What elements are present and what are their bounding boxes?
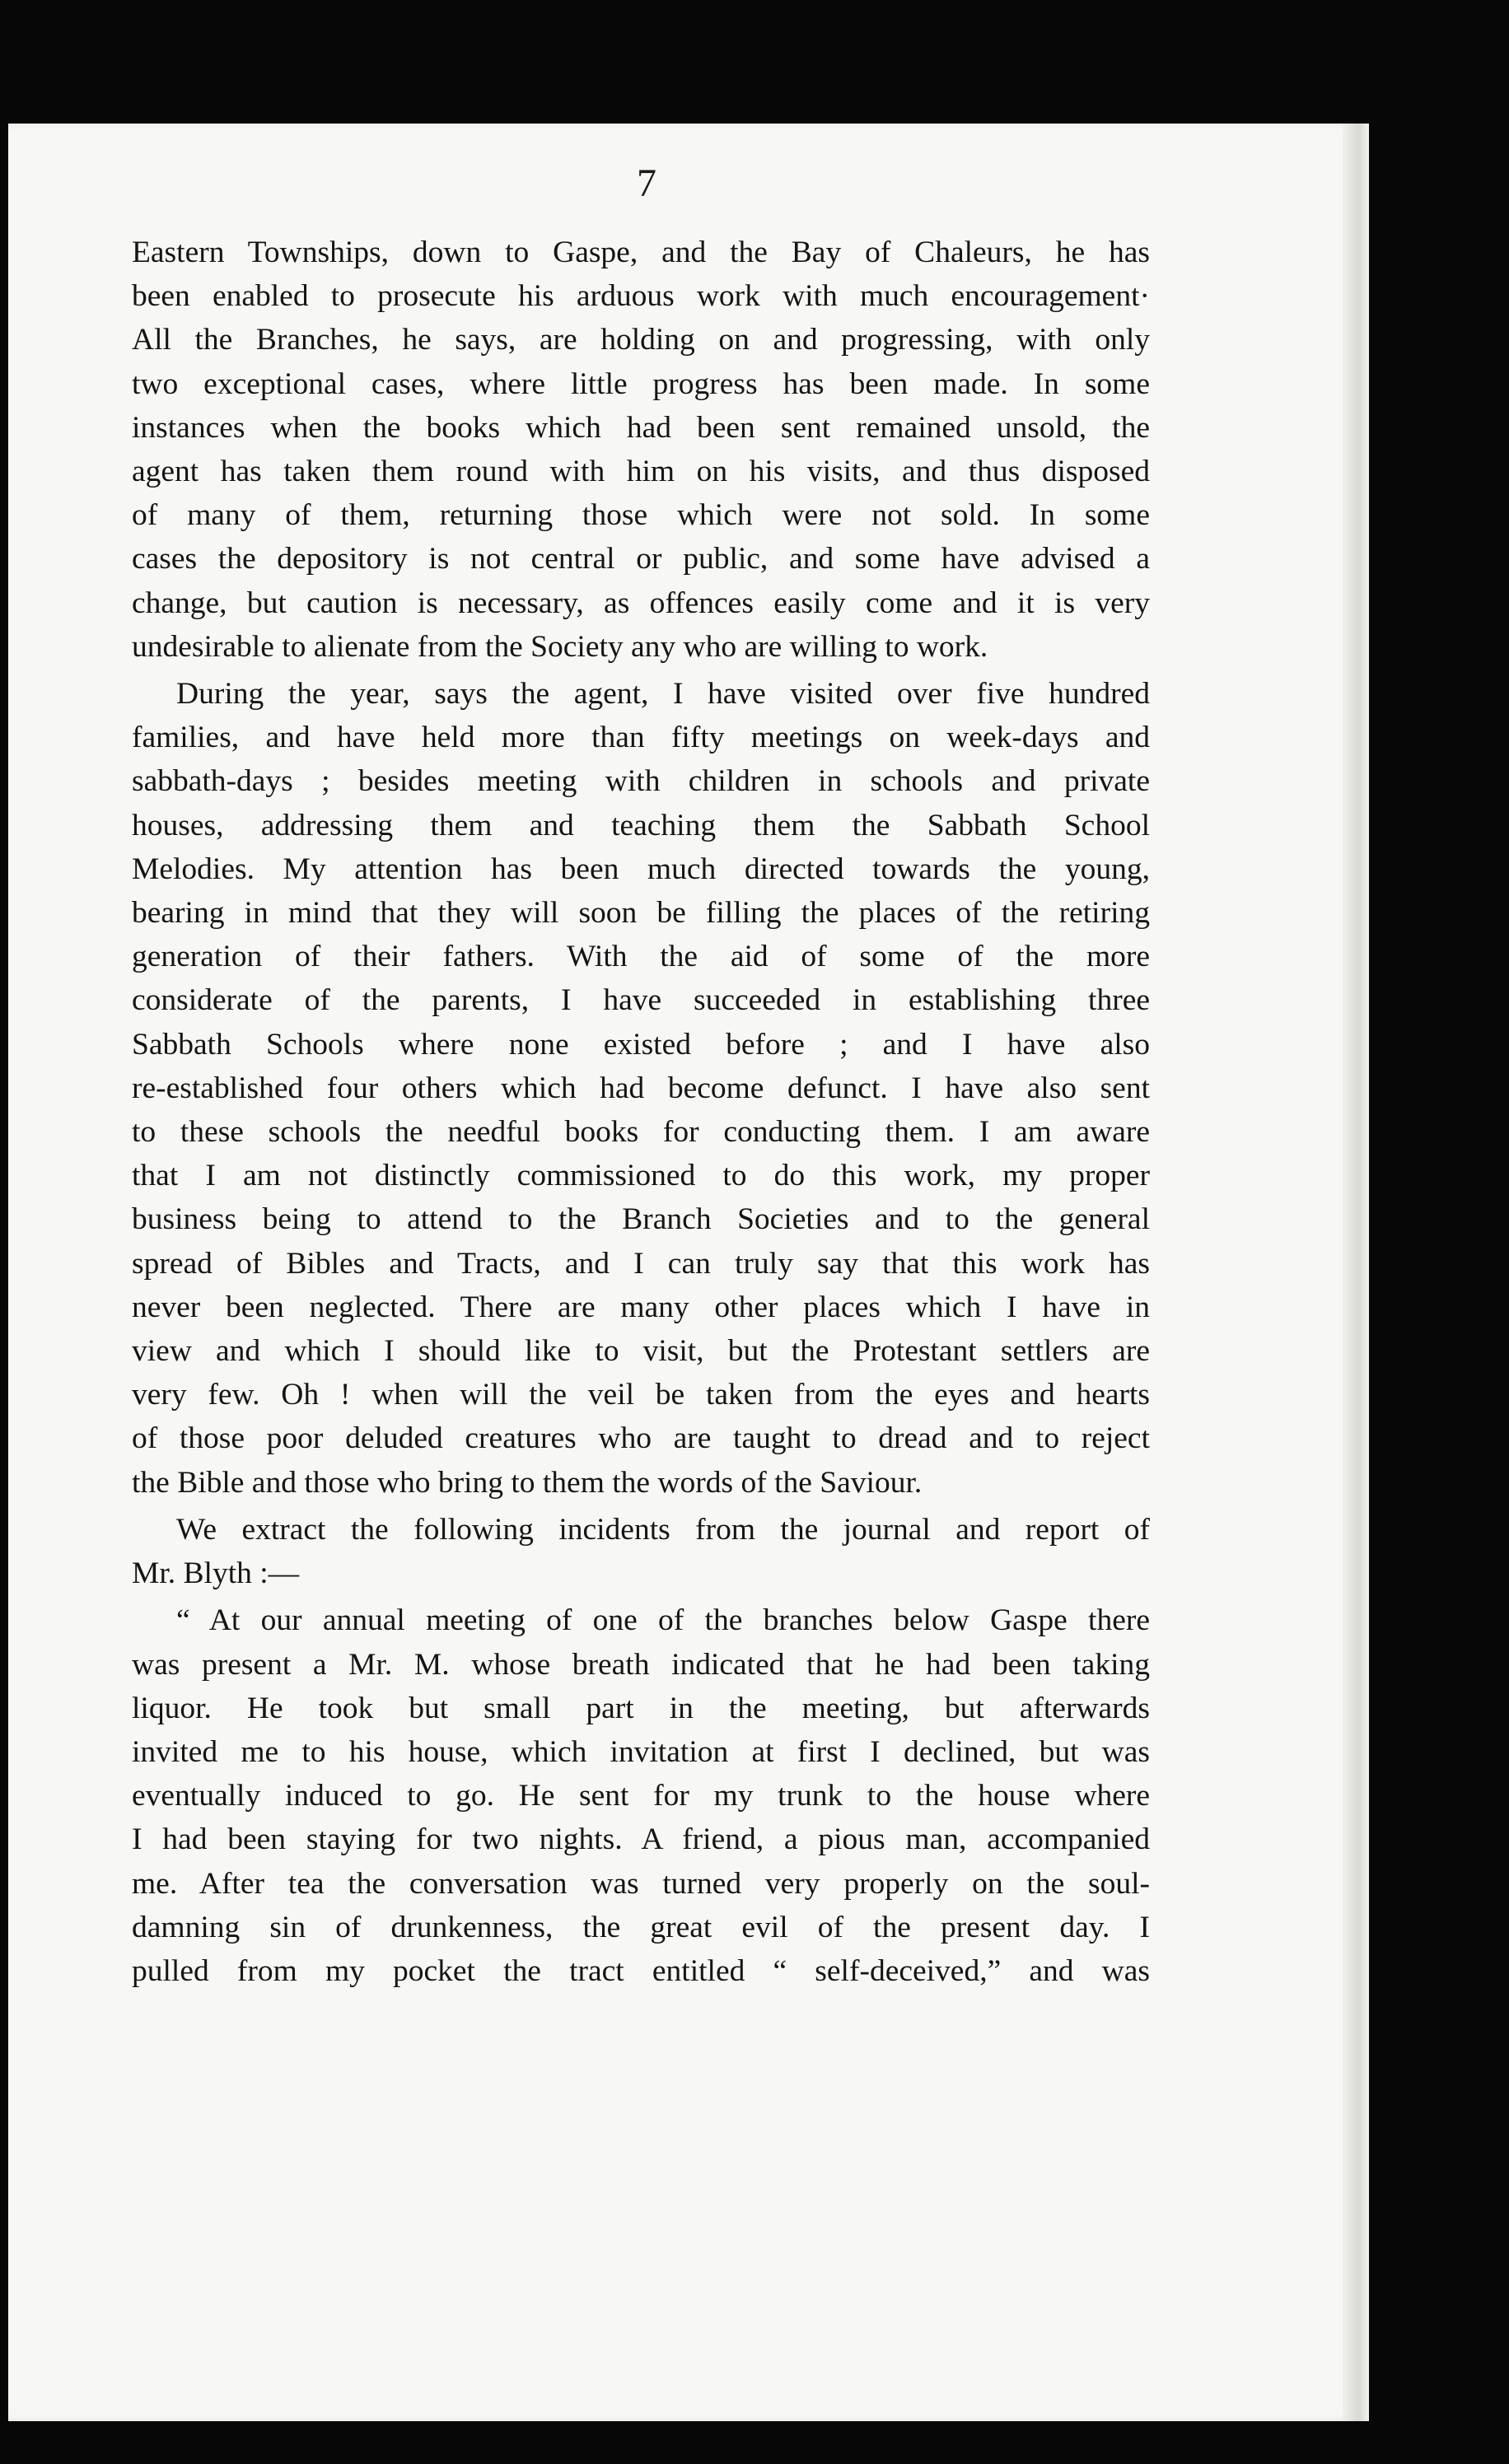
text-line: business being to attend to the Branch Societies and to the general — [132, 1202, 1150, 1237]
text-line: All the Branches, he says, are holding on and progressing, with only — [132, 323, 1150, 357]
text-line: During the year, says the agent, I have visited over five hundred — [176, 677, 1150, 712]
text-line: considerate of the parents, I have succeeded in establishing three — [132, 983, 1150, 1018]
text-line: undesirable to alienate from the Society any who are willing to work. — [132, 629, 988, 664]
paragraph — [132, 672, 1150, 1505]
text-line: that I am not distinctly commissioned to do this work, my proper — [132, 1159, 1150, 1193]
text-line: me. After tea the conversation was turned very properly on the soul- — [132, 1866, 1150, 1901]
paragraph — [132, 1598, 1150, 1993]
text-line: re-established four others which had become defunct. I have also sent — [132, 1071, 1150, 1105]
text-line: was present a Mr. M. whose breath indicated that he had been taking — [132, 1647, 1150, 1682]
page-number: 7 — [637, 161, 656, 205]
text-line: I had been staying for two nights. A friend, a pious man, accompanied — [132, 1822, 1150, 1857]
text-line: Sabbath Schools where none existed before ; and I have also — [132, 1027, 1150, 1062]
text-line: change, but caution is necessary, as offences easily come and it is very — [132, 586, 1150, 620]
text-line: of those poor deluded creatures who are taught to dread and to reject — [132, 1421, 1150, 1456]
text-line: been enabled to prosecute his arduous work with much encouragement· — [132, 279, 1150, 314]
text-line: liquor. He took but small part in the meeting, but afterwards — [132, 1691, 1150, 1725]
text-line: never been neglected. There are many other places which I have in — [132, 1290, 1150, 1324]
text-line: very few. Oh ! when will the veil be taken from the eyes and hearts — [132, 1378, 1150, 1412]
text-line: cases the depository is not central or public, and some have advised a — [132, 542, 1150, 576]
text-line: eventually induced to go. He sent for my trunk to the house where — [132, 1779, 1150, 1813]
page-edge — [1343, 124, 1369, 2421]
text-line: pulled from my pocket the tract entitled “ self-deceived,” and was — [132, 1953, 1150, 1988]
text-line: the Bible and those who bring to them the words of the Saviour. — [132, 1465, 923, 1500]
text-line: generation of their fathers. With the aid of some of the more — [132, 940, 1150, 974]
text-line: of many of them, returning those which were not sold. In some — [132, 498, 1150, 533]
text-line: Melodies. My attention has been much directed towards the young, — [132, 852, 1150, 886]
text-line: bearing in mind that they will soon be filling the places of the retiring — [132, 896, 1150, 931]
text-line: families, and have held more than fifty meetings on week-days and — [132, 721, 1150, 755]
text-line: houses, addressing them and teaching them the Sabbath School — [132, 808, 1150, 842]
text-line: agent has taken them round with him on his visits, and thus disposed — [132, 455, 1150, 489]
text-line: We extract the following incidents from the journal and report of — [176, 1512, 1150, 1547]
text-line: sabbath-days ; besides meeting with children in schools and private — [132, 764, 1150, 799]
text-line: damning sin of drunkenness, the great evil of the present day. I — [132, 1910, 1150, 1944]
text-line: “ At our annual meeting of one of the branches below Gaspe there — [176, 1603, 1150, 1638]
text-line: Mr. Blyth :— — [132, 1556, 300, 1591]
text-line: instances when the books which had been sent remained unsold, the — [132, 410, 1150, 445]
text-line: view and which I should like to visit, but the Protestant settlers are — [132, 1334, 1150, 1369]
text-line: to these schools the needful books for conducting them. I am aware — [132, 1115, 1150, 1150]
paragraph — [132, 1508, 1150, 1595]
text-line: two exceptional cases, where little progress has been made. In some — [132, 366, 1150, 401]
text-line: Eastern Townships, down to Gaspe, and the Bay of Chaleurs, he has — [132, 236, 1150, 269]
text-line: spread of Bibles and Tracts, and I can truly say that this work has — [132, 1246, 1150, 1281]
body-text — [132, 231, 1150, 1993]
paragraph — [132, 231, 1150, 669]
text-line: invited me to his house, which invitation at first I declined, but was — [132, 1734, 1150, 1769]
